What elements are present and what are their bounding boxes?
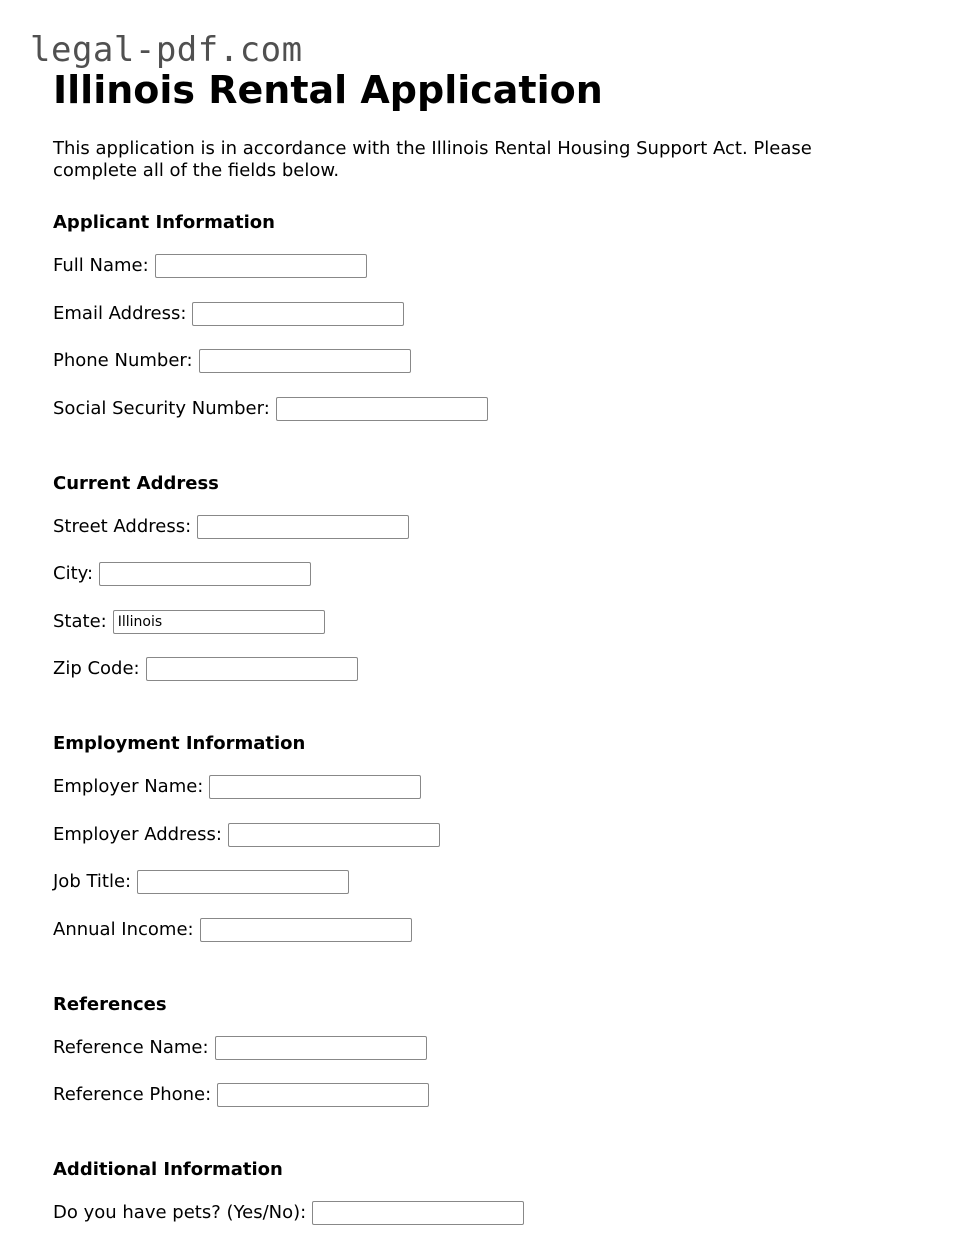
page-title: Illinois Rental Application <box>53 68 603 112</box>
zip-code-input[interactable] <box>146 657 358 681</box>
street-address-input[interactable] <box>197 515 409 539</box>
field-social-security-number <box>53 397 933 421</box>
email-address-label: Email Address: <box>53 302 187 324</box>
full-name-label: Full Name: <box>53 255 149 276</box>
state-input[interactable] <box>113 610 325 634</box>
pets-label: Do you have pets? (Yes/No): <box>53 1202 307 1223</box>
section-current-address <box>53 473 933 682</box>
phone-number-input[interactable] <box>199 349 411 373</box>
zip-code-label: Zip Code: <box>53 658 140 679</box>
section-title-applicant: Applicant Information <box>53 212 275 233</box>
city-input[interactable] <box>99 562 311 586</box>
employer-name-input[interactable] <box>209 775 421 799</box>
reference-phone-label: Reference Phone: <box>53 1084 212 1105</box>
section-title-current-address: Current Address <box>53 472 219 494</box>
job-title-label: Job Title: <box>53 871 132 892</box>
reference-phone-input[interactable] <box>217 1083 429 1107</box>
field-phone-number <box>53 349 933 373</box>
field-employer-address <box>53 823 933 847</box>
field-reference-name <box>53 1036 933 1060</box>
reference-name-label: Reference Name: <box>53 1036 209 1058</box>
state-label: State: <box>53 610 107 632</box>
employer-name-label: Employer Name: <box>53 776 204 797</box>
section-references <box>53 994 933 1108</box>
section-employment-information <box>53 733 933 942</box>
field-job-title <box>53 870 933 894</box>
field-city <box>53 562 933 586</box>
rental-application-form <box>53 66 933 1225</box>
watermark: legal-pdf.com <box>30 30 303 70</box>
section-title-additional: Additional Information <box>53 1159 283 1180</box>
job-title-input[interactable] <box>137 870 349 894</box>
full-name-input[interactable] <box>155 254 367 278</box>
pets-input[interactable] <box>312 1201 524 1225</box>
email-address-input[interactable] <box>192 302 404 326</box>
section-title-references: References <box>53 993 167 1015</box>
employer-address-label: Employer Address: <box>53 823 222 845</box>
field-state <box>53 610 933 634</box>
employer-address-input[interactable] <box>228 823 440 847</box>
field-annual-income <box>53 918 933 942</box>
social-security-number-input[interactable] <box>276 397 488 421</box>
street-address-label: Street Address: <box>53 515 192 537</box>
field-full-name <box>53 254 933 278</box>
field-street-address <box>53 515 933 539</box>
field-reference-phone <box>53 1083 933 1107</box>
city-label: City: <box>53 563 94 584</box>
section-title-employment: Employment Information <box>53 733 306 754</box>
field-email-address <box>53 302 933 326</box>
section-additional-information <box>53 1159 933 1225</box>
intro-text: This application is in accordance with the Illinois Rental Housing Support Act. Please complete all of the fields below. <box>53 138 812 181</box>
section-applicant-information <box>53 212 933 421</box>
social-security-number-label: Social Security Number: <box>53 397 270 419</box>
annual-income-input[interactable] <box>200 918 412 942</box>
field-zip-code <box>53 657 933 681</box>
reference-name-input[interactable] <box>215 1036 427 1060</box>
field-pets <box>53 1201 933 1225</box>
annual-income-label: Annual Income: <box>53 918 194 940</box>
phone-number-label: Phone Number: <box>53 350 193 371</box>
field-employer-name <box>53 775 933 799</box>
